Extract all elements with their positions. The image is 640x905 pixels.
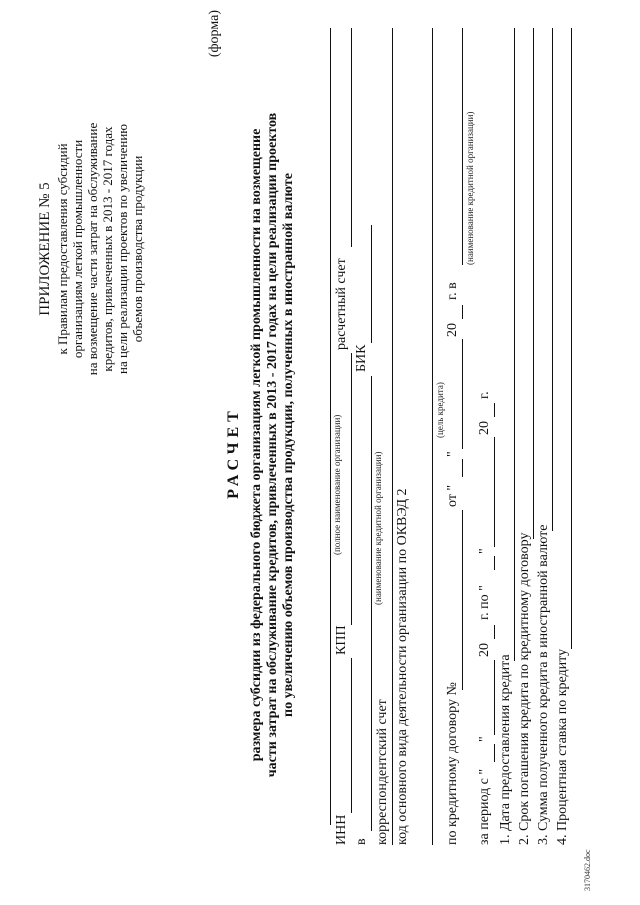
from-label: от " (445, 484, 460, 507)
period-year-prefix: 20 (477, 643, 492, 657)
caption-bank-2: (наименование кредитной организации) (465, 111, 475, 265)
account-field[interactable] (351, 28, 352, 247)
account-label: расчетный счет (334, 258, 349, 350)
caption-full-name: (полное наименование организации) (332, 414, 342, 555)
quote-mark: " (477, 736, 492, 742)
appendix-line: к Правилам предоставления субсидий (55, 143, 70, 355)
appendix-number: ПРИЛОЖЕНИЕ № 5 (37, 182, 53, 316)
form-note: (форма) (207, 10, 222, 58)
period-end-year-prefix: 20 (477, 421, 492, 435)
appendix-line: кредитов, привлеченных в 2013 - 2017 годах (100, 126, 115, 372)
appendix-line: на возмещение части затрат на обслуживание (85, 122, 100, 376)
year-in-label: г. в (445, 282, 460, 300)
item-interest-rate: 4. Процентная ставка по кредиту (555, 648, 570, 845)
corr-account-label: корреспондентский счет (375, 699, 390, 845)
file-stamp: 3170462.doc (583, 849, 592, 891)
quote-mark: " (445, 451, 460, 457)
year-prefix: 20 (445, 323, 460, 337)
item-repayment-term: 2. Срок погашения кредита по кредитному договору (517, 532, 532, 845)
subtitle-line: размера субсидии из федерального бюджета организациям легкой промышленности на возмещение (249, 128, 264, 762)
in-label: в (354, 838, 369, 845)
document-subtitle (249, 85, 297, 805)
document-title: РАСЧЕТ (225, 406, 242, 499)
item-credit-amount: 3. Сумма полученного кредита в иностранной валюте (536, 524, 551, 845)
bank-field[interactable] (371, 376, 372, 831)
period-from-label: за период с " (477, 768, 492, 845)
appendix-header (38, 14, 145, 484)
year-end-label: г. (477, 391, 492, 399)
period-month-field[interactable] (494, 660, 495, 735)
bik-field[interactable] (371, 225, 372, 343)
item-credit-date: 1. Дата предоставления кредита (498, 654, 513, 845)
credit-agreement-label: по кредитному договору № (445, 682, 460, 845)
inn-field[interactable] (351, 658, 352, 813)
item-credit-date-field[interactable] (514, 28, 515, 661)
item-interest-rate-field[interactable] (571, 28, 572, 649)
fill-line-top[interactable] (330, 28, 331, 825)
appendix-line: на цели реализации проектов по увеличению (115, 123, 130, 375)
period-day-field[interactable] (494, 744, 495, 762)
caption-purpose: (цель кредита) (435, 382, 445, 438)
caption-bank: (наименование кредитной организации) (373, 451, 383, 605)
month-field[interactable] (462, 339, 463, 449)
quote-mark: " (477, 548, 492, 554)
day-field[interactable] (462, 459, 463, 477)
item-repayment-term-field[interactable] (533, 28, 534, 539)
subtitle-line: по увеличению объемов производства продукции, полученных в иностранной валюте (281, 173, 296, 717)
appendix-line: организациям легкой промышленности (70, 139, 85, 359)
bik-label: БИК (354, 344, 369, 372)
credit-bank-field[interactable] (462, 28, 463, 265)
credit-agreement-field[interactable] (462, 510, 463, 690)
period-end-day-field[interactable] (494, 556, 495, 570)
kpp-label: КПП (334, 625, 349, 655)
item-credit-amount-field[interactable] (552, 28, 553, 531)
kpp-field[interactable] (351, 353, 352, 625)
appendix-line: объемов производства продукции (130, 155, 145, 343)
period-year-field[interactable] (494, 625, 495, 639)
period-end-month-field[interactable] (494, 437, 495, 547)
okved-label: код основного вида деятельности организации по ОКВЭД 2 (395, 488, 410, 845)
subtitle-line: части затрат на обслуживание кредитов, привлеченных в 2013 - 2017 годах на цели реализации проектов (265, 112, 280, 778)
year-to-label: г. по " (477, 585, 492, 620)
period-end-year-field[interactable] (494, 403, 495, 417)
inn-label: ИНН (334, 814, 349, 845)
fill-line-okved[interactable] (432, 28, 433, 845)
corr-account-field[interactable] (392, 28, 393, 737)
year-field[interactable] (462, 305, 463, 319)
